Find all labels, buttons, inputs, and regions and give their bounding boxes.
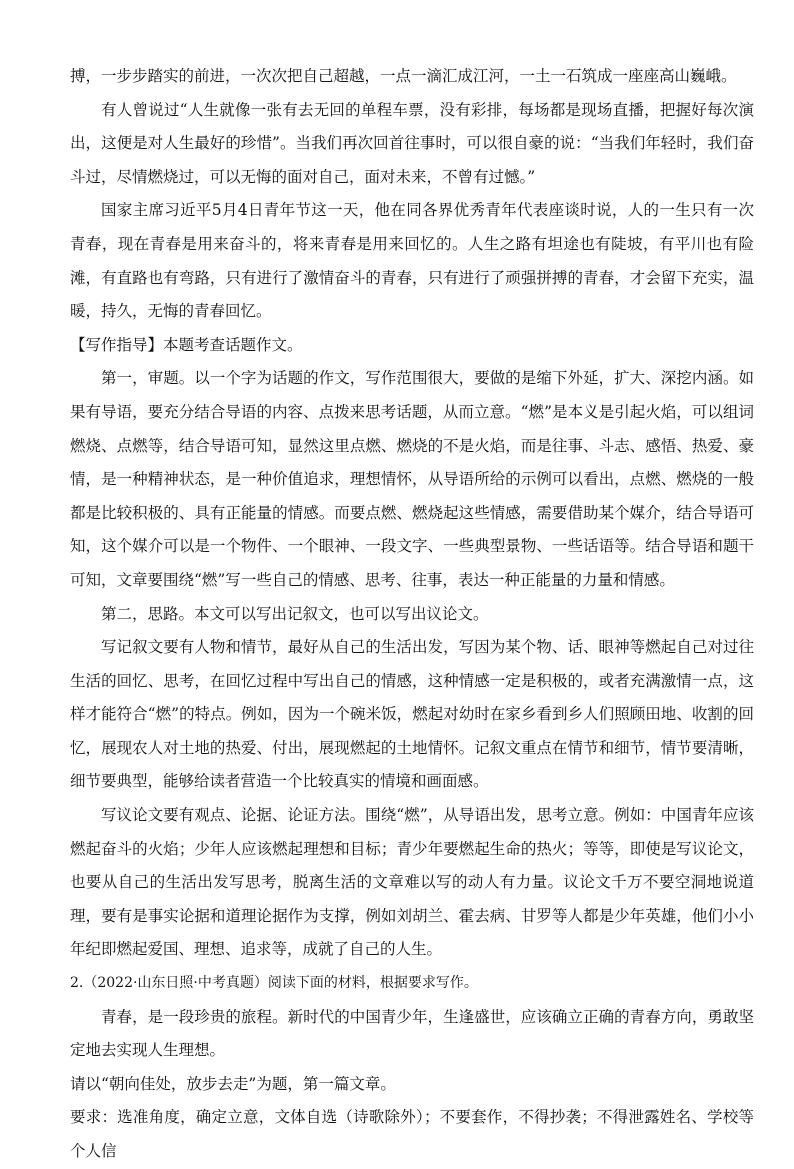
paragraph-youth-speech: 国家主席习近平5月4日青年节这一天，他在同各界优秀青年代表座谈时说，人的一生只有一次青春，现在青春是用来奋斗的，将来青春是用来回忆的。人生之路有坦途也有陡坡，有平川也有险滩，有直路也有弯路，只有进行了激情奋斗的青春，只有进行了顽强拼搏的青春，才会留下充实，温暖，持久，无悔的青春回忆。 xyxy=(70,201,754,321)
writing-guidance-heading: 【写作指导】本题考查话题作文。 xyxy=(70,335,303,354)
paragraph-topic-analysis: 第一，审题。以一个字为话题的作文，写作范围很大，要做的是缩下外延，扩大、深挖内涵。如果有导语，要充分结合导语的内容、点拨来思考话题，从而立意。“燃”是本义是引起火焰，可以组词燃烧、点燃等，结合导语可知，显然这里点燃、燃烧的不是火焰，而是往事、斗志、感悟、热爱、豪情，是一种精神状态，是一种价值追求，理想情怀，从导语所给的示例可以看出，点燃、燃烧的一般都是比较积极的、具有正能量的情感。而要点燃、燃烧起这些情感，需要借助某个媒介，结合导语可知，这个媒介可以是一个物件、一个眼神、一段文字、一些典型景物、一些话语等。结合导语和题干可知，文章要围绕“燃”写一些自己的情感、思考、往事，表达一种正能量的力量和情感。 xyxy=(70,369,754,589)
paragraph-narrative-guidance: 写记叙文要有人物和情节，最好从自己的生活出发，写因为某个物、话、眼神等燃起自己对过往生活的回忆、思考，在回忆过程中写出自己的情感，这种情感一定是积极的，或者充满激情一点，这样才能符合“燃”的特点。例如，因为一个碗米饭，燃起对幼时在家乡看到乡人们照顾田地、收割的回忆，展现农人对土地的热爱、付出，展现燃起的土地情怀。记叙文重点在情节和细节，情节要清晰，细节要典型，能够给读者营造一个比较真实的情境和画面感。 xyxy=(70,638,754,791)
question-2-requirements: 要求：选准角度，确定立意，文体自选（诗歌除外）；不要套作，不得抄袭；不得泄露姓名、学校等个人信 xyxy=(70,1108,754,1160)
paragraph-continuation: 搏，一步步踏实的前进，一次次把自己超越，一点一滴汇成江河，一土一石筑成一座座高山巍峨。 xyxy=(70,67,737,85)
paragraph-quote-life: 有人曾说过“人生就像一张有去无回的单程车票，没有彩排，每场都是现场直播，把握好每次演出，这便是对人生最好的珍惜”。当我们再次回首往事时，可以很自豪的说：“当我们年轻时，我们奋斗过，尽情燃烧过，可以无悔的面对自己，面对未来，不曾有过憾。” xyxy=(70,100,754,186)
question-2-heading: 2.（2022·山东日照·中考真题）阅读下面的材料，根据要求写作。 xyxy=(70,975,478,992)
paragraph-structure: 第二，思路。本文可以写出记叙文，也可以写出议论文。 xyxy=(101,604,489,623)
question-2-material: 青春，是一段珍贵的旅程。新时代的中国青少年，生逢盛世，应该确立正确的青春方向，勇敢坚定地去实现人生理想。 xyxy=(70,1007,754,1060)
question-2-title-instruction: 请以“朝向佳处，放步去走”为题，第一篇文章。 xyxy=(70,1074,396,1093)
paragraph-argument-guidance: 写议论文要有观点、论据、论证方法。围绕“燃”，从导语出发，思考立意。例如：中国青年应该燃起奋斗的火焰；少年人应该燃起理想和目标；青少年要燃起生命的热火；等等，即使是写议论文，也要从自己的生活出发写思考，脱离生活的文章难以写的动人有力量。议论文千万不要空洞地说道理，要有是事实论据和道理论据作为支撑，例如刘胡兰、霍去病、甘罗等人都是少年英雄，他们小小年纪即燃起爱国、理想、追求等，成就了自己的人生。 xyxy=(70,806,754,959)
